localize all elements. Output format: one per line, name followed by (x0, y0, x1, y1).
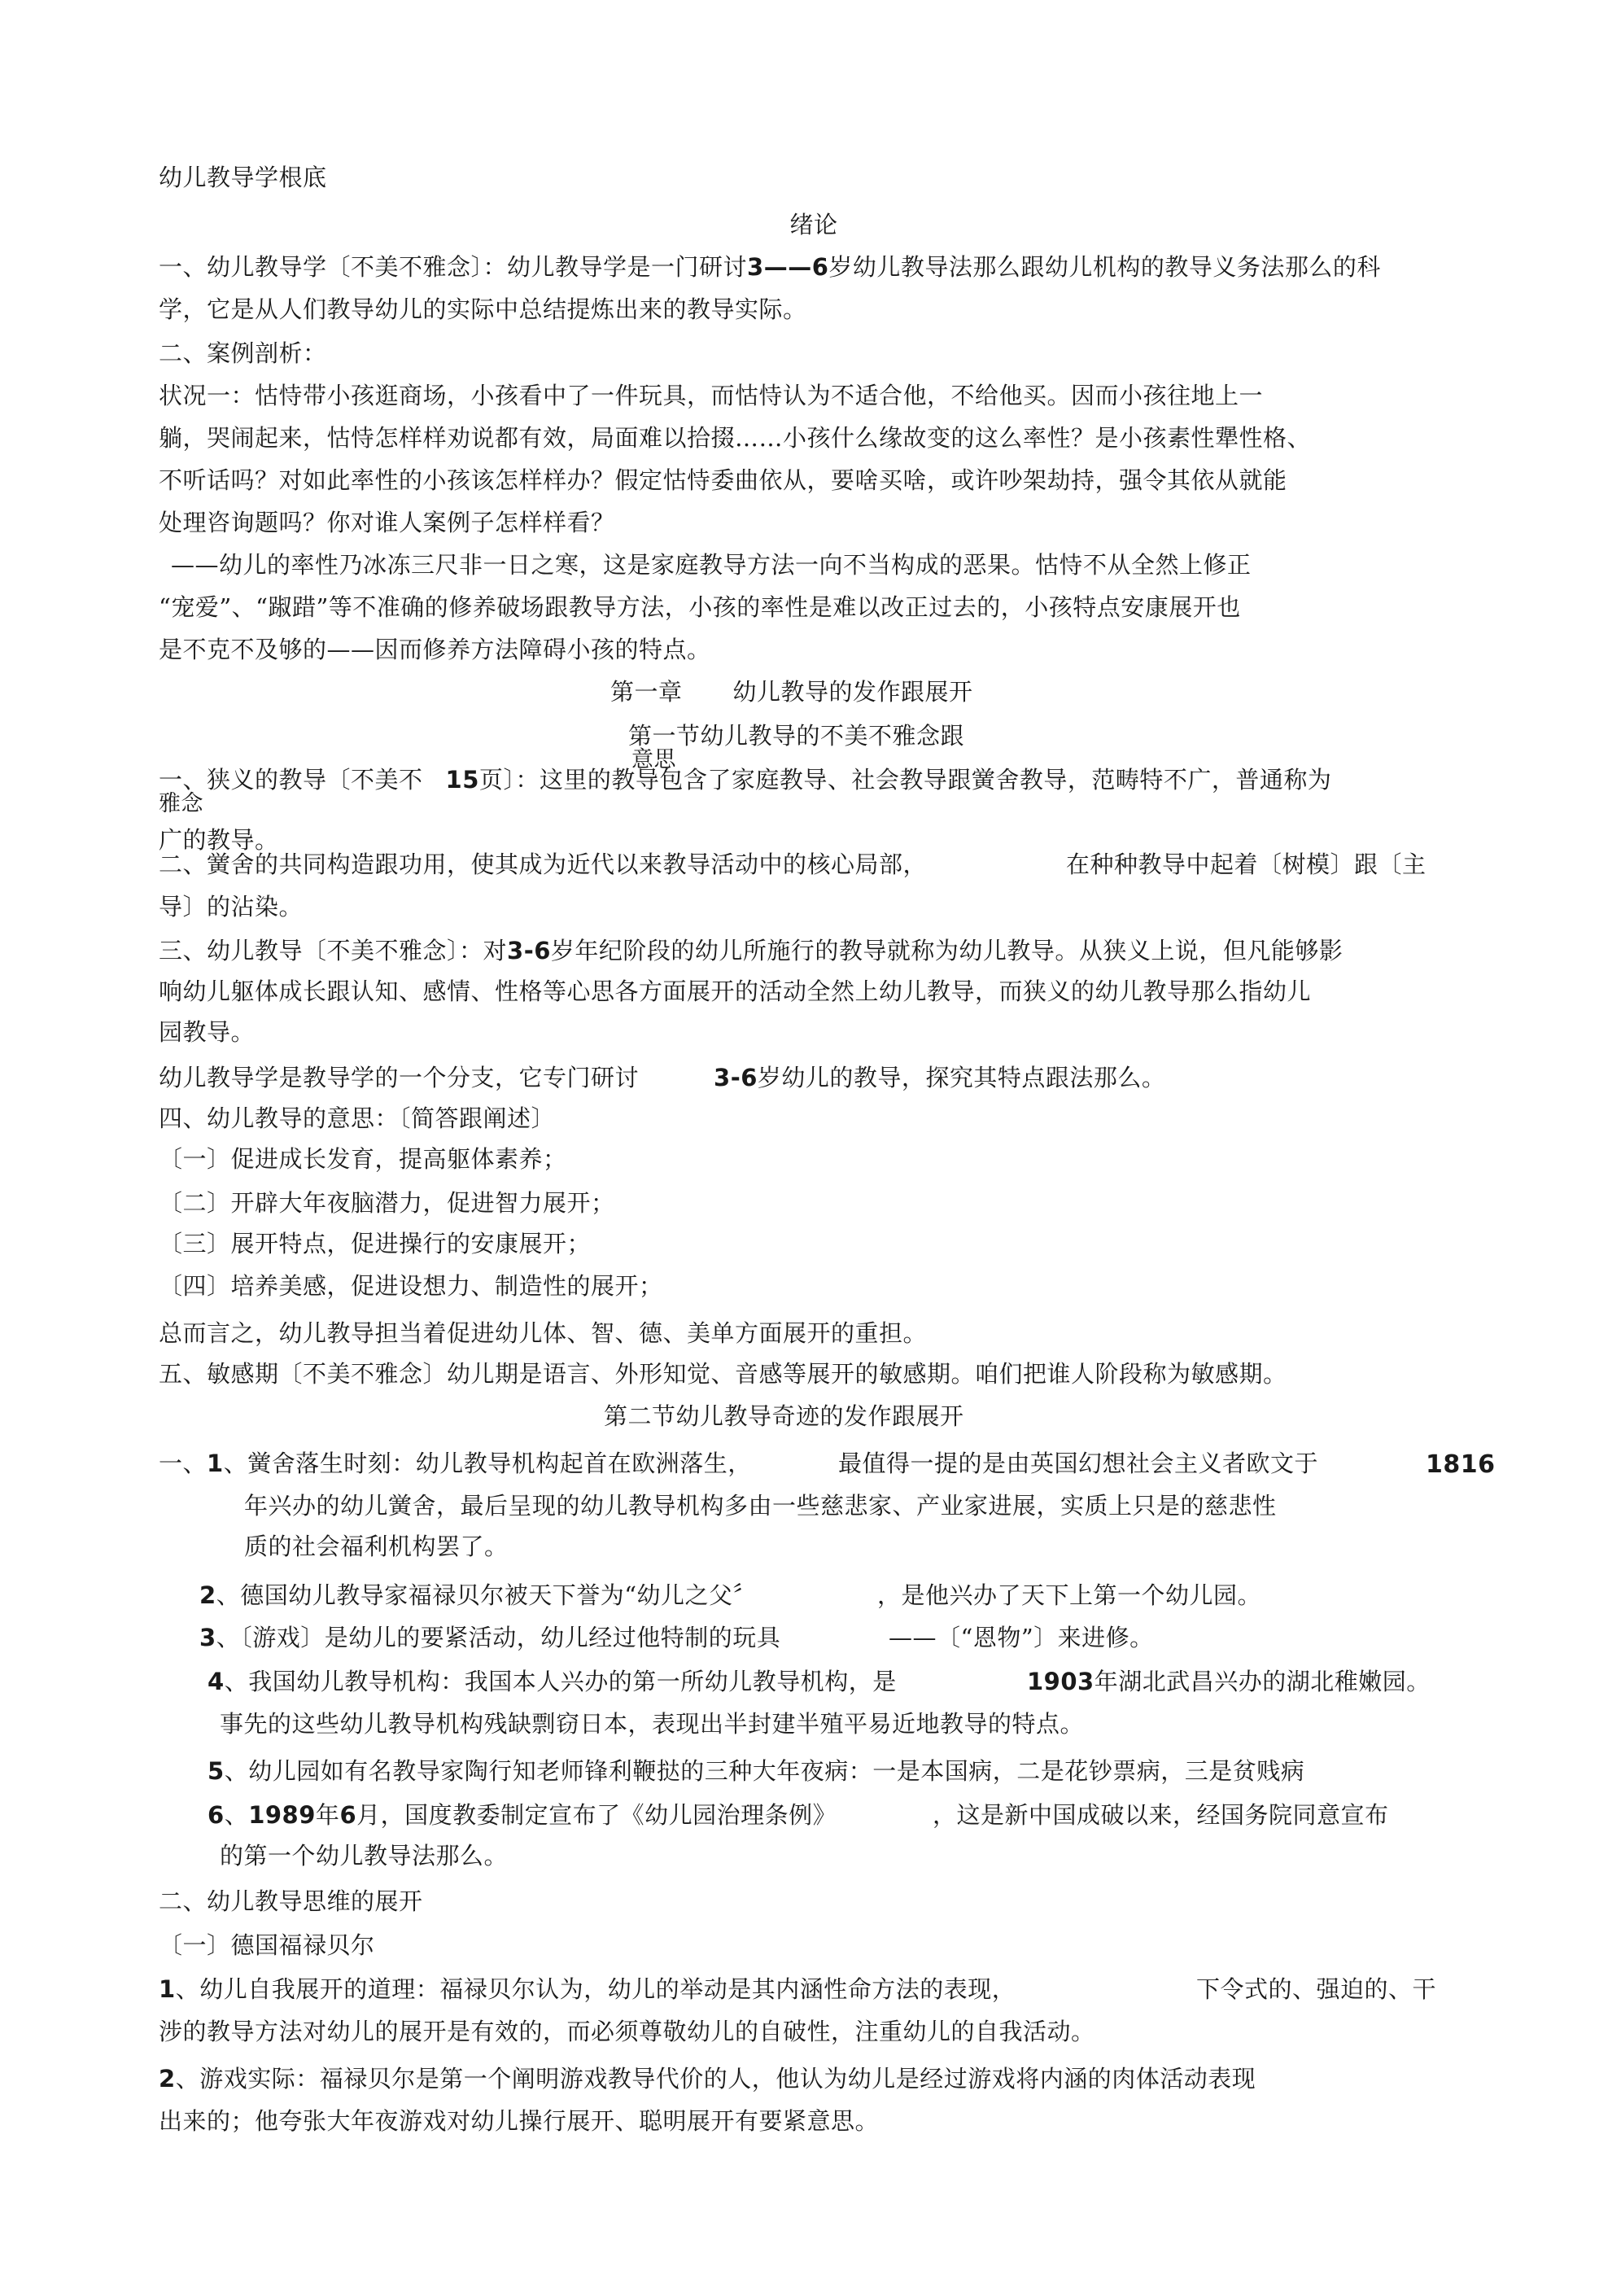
s2-item4-line2: 事先的这些幼儿教导机构残缺剽窃日本，表现出半封建半殖平易近地教导的特点。 (220, 1710, 1085, 1738)
ch1-p1-line1: 一、狭义的教导〔不美不 15页〕：这里的教导包含了家庭教导、社会教导跟黉舍教导，范畴特不广，普通称为 (159, 766, 1332, 794)
s2-item4-line1-cont: 1903年湖北武昌兴办的湖北稚嫩园。 (1027, 1668, 1431, 1695)
ch1-p2-line2: 导〕的沾染。 (159, 893, 304, 921)
significance-item: 〔二〕开辟大年夜脑潜力，促进智力展开； (159, 1189, 615, 1217)
section1-heading: 第一节幼儿教导的不美不雅念跟 (628, 722, 965, 750)
section2-heading: 第二节幼儿教导奇迹的发作跟展开 (604, 1402, 964, 1430)
ch1-p1-sub: 雅念 (159, 791, 203, 816)
answer-line1: ——幼儿的率性乃冰冻三尺非一日之寒，这是家庭教导方法一向不当构成的恶果。怙恃不从全然上修正 (171, 551, 1252, 579)
s2-item5: 5、幼儿园如有名教导家陶行知老师锋利鞭挞的三种大年夜病：一是本国病，二是花钞票病，三是贫贱病 (208, 1757, 1305, 1785)
ch1-p1-line2: 广的教导。 (159, 826, 279, 854)
ch1-p4: 幼儿教导学是教导学的一个分支，它专门研讨 3-6岁幼儿的教导，探究其特点跟法那么。 (159, 1064, 1166, 1091)
s2-item3: 3、〔游戏〕是幼儿的要紧活动，幼儿经过他特制的玩具 (199, 1624, 781, 1651)
thought-heading: 二、幼儿教导思维的展开 (159, 1887, 423, 1915)
s2-item4-line1: 4、我国幼儿教导机构：我国本人兴办的第一所幼儿教导机构，是 (208, 1668, 897, 1695)
s2-item6-line1: 6、1989年6月，国度教委制定宣布了《幼儿园治理条例》 (208, 1801, 837, 1829)
case-heading: 二、案例剖析： (159, 339, 327, 367)
significance-item: 〔一〕促进成长发育，提高躯体素养； (159, 1145, 567, 1173)
s2-item6-line1-cont: ，这是新中国成破以来，经国务院同意宣布 (933, 1801, 1389, 1829)
froebel-point1-line2: 涉的教导方法对幼儿的展开是有效的，而必须尊敬幼儿的自破性，注重幼儿的自我活动。 (159, 2018, 1095, 2045)
ch1-p6: 五、敏感期〔不美不雅念〕幼儿期是语言、外形知觉、音感等展开的敏感期。咱们把谁人阶段称为敏感期。 (159, 1360, 1287, 1388)
case-line1: 状况一：怙恃带小孩逛商场，小孩看中了一件玩具，而怙恃认为不适合他，不给他买。因而小孩往地上一 (159, 382, 1264, 409)
s2-item6-line2: 的第一个幼儿教导法那么。 (220, 1842, 509, 1870)
s2-item3-cont: ——〔“恩物”〕来进修。 (889, 1624, 1154, 1651)
s2-item1-line1: 一、1、黉舍落生时刻：幼儿教导机构起首在欧洲落生， (159, 1450, 752, 1477)
froebel-point2-line2: 出来的；他夸张大年夜游戏对幼儿操行展开、聪明展开有要紧意思。 (159, 2107, 880, 2135)
ch1-p3-line3: 园教导。 (159, 1018, 256, 1046)
s2-item2: 2、德国幼儿教导家福禄贝尔被天下誉为“幼儿之父〞 (199, 1581, 758, 1609)
froebel-point2-line1: 2、游戏实际：福禄贝尔是第一个阐明游戏教导代价的人，他认为幼儿是经过游戏将内涵的肉体活动表现 (159, 2065, 1256, 2093)
s2-item1-line1-cont: 最值得一提的是由英国幻想社会主义者欧文于 (838, 1450, 1319, 1477)
s2-item2-cont: ，是他兴办了天下上第一个幼儿园。 (877, 1581, 1262, 1609)
ch1-p3-line2: 响幼儿躯体成长跟认知、感情、性格等心思各方面展开的活动全然上幼儿教导，而狭义的幼儿教导那么指幼儿 (159, 977, 1312, 1005)
froebel-heading: 〔一〕德国福禄贝尔 (159, 1931, 375, 1959)
doc-title: 幼儿教导学根底 (159, 164, 327, 191)
froebel-point1-line1-cont: 下令式的、强迫的、干 (1196, 1975, 1437, 2003)
chapter1-heading: 第一章 幼儿教导的发作跟展开 (610, 678, 973, 706)
case-line3: 不听话吗？对如此率性的小孩该怎样样办？假定怙恃委曲依从，要啥买啥，或许吵架劫持，强令其依从就能 (159, 466, 1287, 494)
case-line4: 处理咨询题吗？你对谁人案例子怎样样看？ (159, 509, 615, 536)
significance-item: 〔四〕培养美感，促进设想力、制造性的展开； (159, 1272, 663, 1300)
s2-item1-year: 1816 (1426, 1450, 1496, 1479)
ch1-p3-line1: 三、幼儿教导〔不美不雅念〕：对3-6岁年纪阶段的幼儿所施行的教导就称为幼儿教导。从狭义上说，但凡能够影 (159, 937, 1344, 964)
intro-heading: 绪论 (789, 211, 838, 238)
ch1-p2-line1-cont: 在种种教导中起着〔树模〕跟〔主 (1066, 851, 1427, 878)
case-line2: 躺，哭闹起来，怙恃怎样样劝说都有效，局面难以拾掇……小孩什么缘故变的这么率性？是小孩素性犟性格、 (159, 424, 1312, 452)
ch1-summary: 总而言之，幼儿教导担当着促进幼儿体、智、德、美单方面展开的重担。 (159, 1319, 928, 1347)
froebel-point1-line1: 1、幼儿自我展开的道理：福禄贝尔认为，幼儿的举动是其内涵性命方法的表现， (159, 1975, 1016, 2003)
intro-definition-line2: 学，它是从人们教导幼儿的实际中总结提炼出来的教导实际。 (159, 295, 807, 323)
s2-item1-line2: 年兴办的幼儿黉舍，最后呈现的幼儿教导机构多由一些慈悲家、产业家进展，实质上只是的慈悲性 (244, 1492, 1277, 1520)
s2-item1-line3: 质的社会福利机构罢了。 (244, 1533, 509, 1560)
section1-heading-cont: 意思 (631, 747, 676, 772)
significance-item: 〔三〕展开特点，促进操行的安康展开； (159, 1230, 592, 1257)
intro-definition-line1: 一、幼儿教导学〔不美不雅念〕：幼儿教导学是一门研讨3——6岁幼儿教导法那么跟幼儿机构的教导义务法那么的科 (159, 253, 1381, 281)
ch1-p5: 四、幼儿教导的意思：〔简答跟阐述〕 (159, 1104, 556, 1132)
ch1-p2-line1: 二、黉舍的共同构造跟功用，使其成为近代以来教导活动中的核心局部， (159, 851, 928, 878)
answer-line2: “宠爱”、“踧踖”等不准确的修养破场跟教导方法，小孩的率性是难以改正过去的，小孩特点安康展开也 (159, 593, 1241, 621)
answer-line3: 是不克不及够的——因而修养方法障碍小孩的特点。 (159, 636, 711, 663)
